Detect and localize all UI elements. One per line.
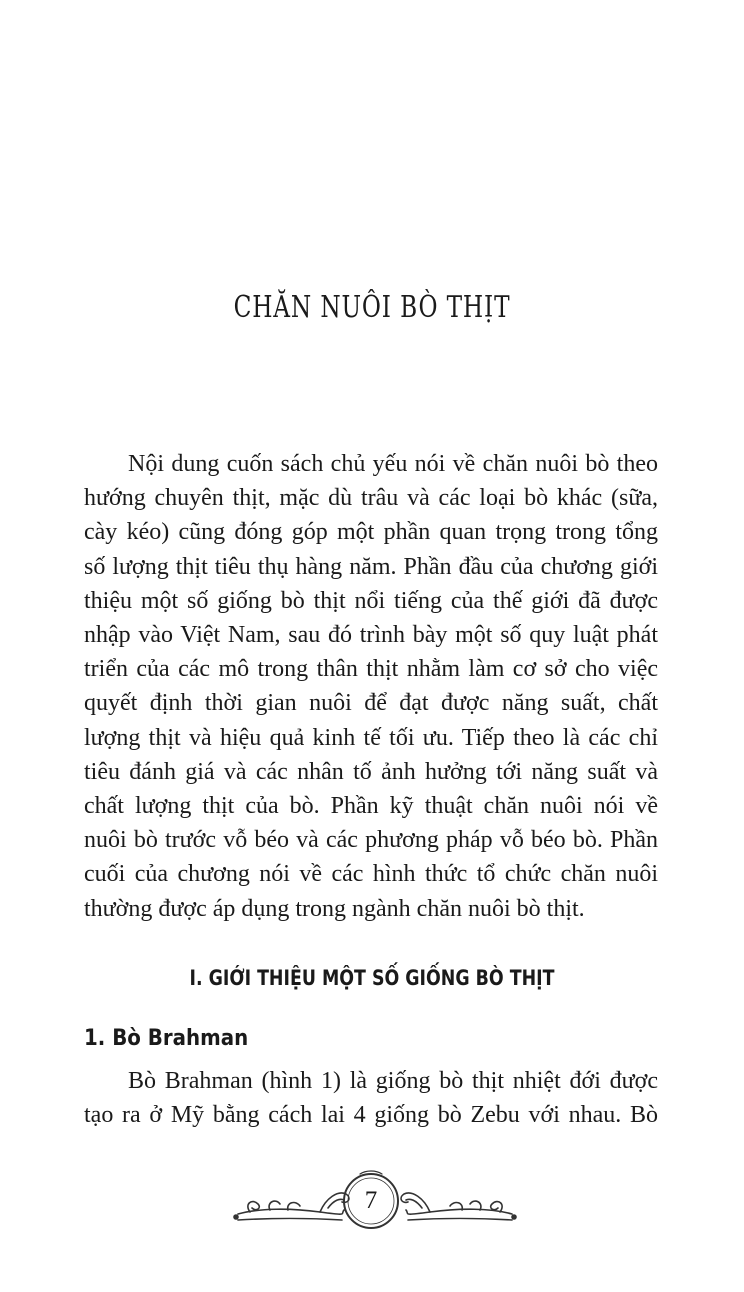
chapter-title: CHĂN NUÔI BÒ THỊT [233, 290, 511, 325]
intro-line: chất lượng thịt của bò. Phần kỹ thuật chăn nuôi nói về [84, 793, 658, 820]
page-number: 7 [364, 1187, 378, 1214]
intro-line: quyết định thời gian nuôi để đạt được năng suất, chất [84, 690, 658, 717]
intro-line: số lượng thịt tiêu thụ hàng năm. Phần đầu của chương giới [84, 553, 658, 580]
sub-heading: 1. Bò Brahman [84, 1026, 249, 1051]
intro-line: nuôi bò trước vỗ béo và các phương pháp vỗ béo bò. Phần [84, 827, 658, 854]
intro-line: thường được áp dụng trong ngành chăn nuôi bò thịt. [84, 895, 585, 922]
intro-line: cày kéo) cũng đóng góp một phần quan trọng trong tổng [84, 519, 658, 546]
intro-line: hướng chuyên thịt, mặc dù trâu và các loại bò khác (sữa, [84, 485, 658, 512]
intro-line: Nội dung cuốn sách chủ yếu nói về chăn nuôi bò theo [128, 451, 658, 477]
intro-line: tiêu đánh giá và các nhân tố ảnh hưởng tới năng suất và [84, 758, 658, 785]
intro-line: triển của các mô trong thân thịt nhằm làm cơ sở cho việc [84, 656, 658, 683]
intro-line: thiệu một số giống bò thịt nổi tiếng của thế giới đã được [84, 587, 658, 614]
intro-paragraph [84, 447, 658, 926]
intro-line: nhập vào Việt Nam, sau đó trình bày một số quy luật phát [84, 622, 658, 649]
brahman-paragraph [84, 1064, 658, 1132]
brahman-line: tạo ra ở Mỹ bằng cách lai 4 giống bò Zebu với nhau. Bò [84, 1102, 658, 1129]
brahman-line: Bò Brahman (hình 1) là giống bò thịt nhiệt đới được [128, 1068, 658, 1094]
intro-line: cuối của chương nói về các hình thức tổ chức chăn nuôi [84, 861, 658, 888]
intro-line: lượng thịt và hiệu quả kinh tế tối ưu. Tiếp theo là các chỉ [84, 724, 658, 751]
section-heading: I. GIỚI THIỆU MỘT SỐ GIỐNG BÒ THỊT [189, 966, 555, 990]
